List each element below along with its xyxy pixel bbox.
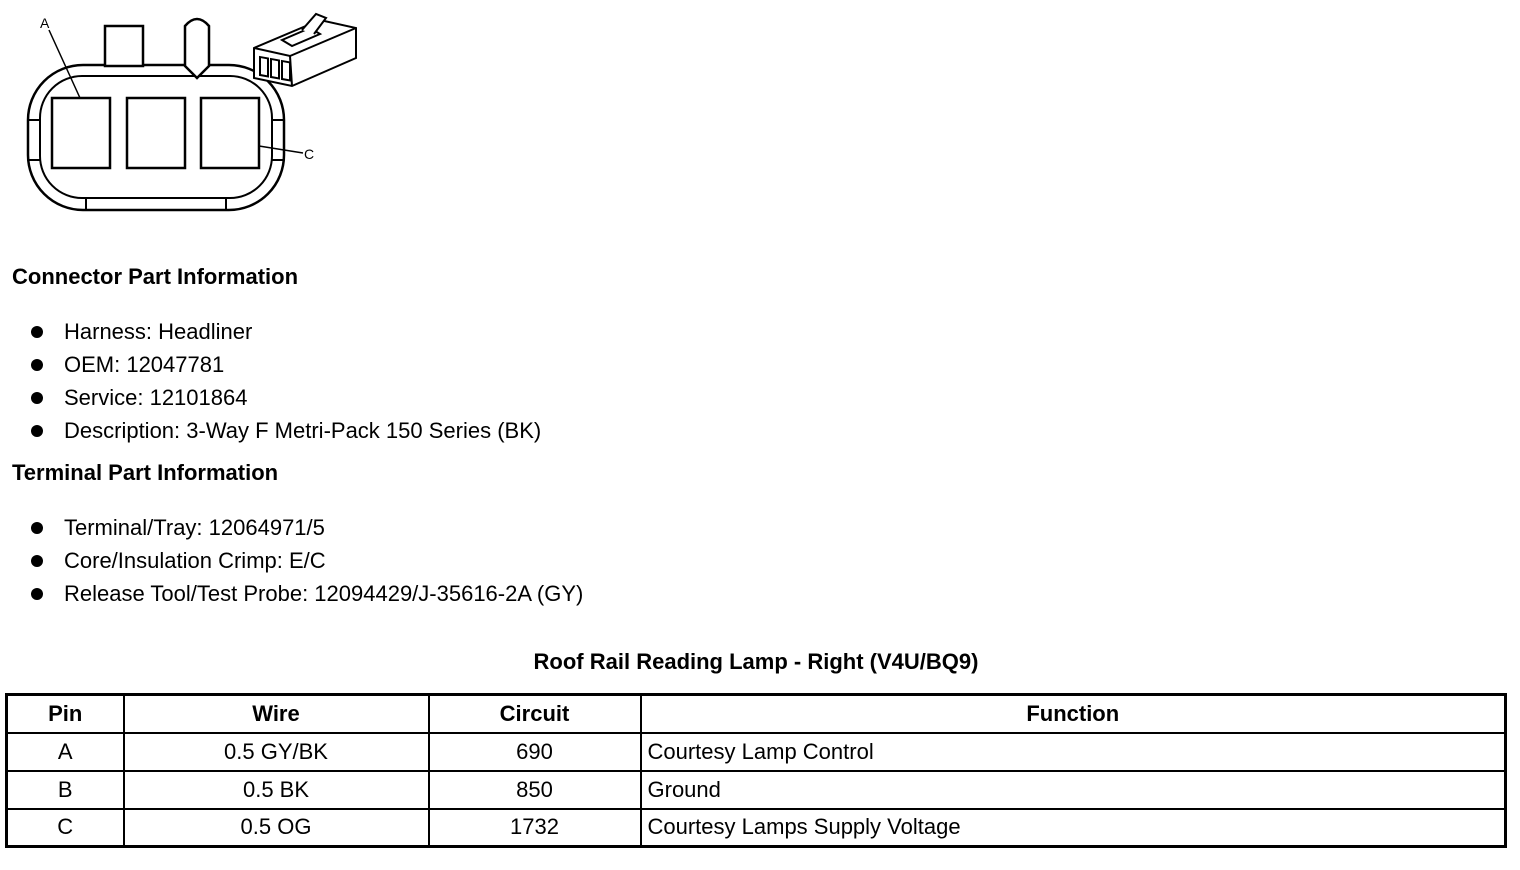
cell-circuit: 850 [429,771,641,809]
table-row [7,771,1506,809]
bullet-icon [31,522,43,534]
cell-pin: A [7,733,124,771]
cell-circuit: 1732 [429,809,641,847]
bullet-icon [31,588,43,600]
bullet-icon [31,555,43,567]
header-circuit: Circuit [429,695,641,733]
connector-diagram [20,10,370,220]
cell-wire: 0.5 GY/BK [124,733,429,771]
list-item: Terminal/Tray: 12064971/5 [28,511,583,544]
bullet-icon [31,392,43,404]
cell-wire: 0.5 BK [124,771,429,809]
label-a: A [40,15,50,31]
list-item: OEM: 12047781 [28,348,541,381]
cell-wire: 0.5 OG [124,809,429,847]
cell-pin: C [7,809,124,847]
table-header-row [7,695,1506,733]
connector-isometric-icon [254,14,356,86]
pinout-table [5,693,1507,848]
list-item: Description: 3-Way F Metri-Pack 150 Series (BK) [28,414,541,447]
header-wire: Wire [124,695,429,733]
header-function: Function [641,695,1506,733]
terminal-info-heading: Terminal Part Information [12,460,279,485]
bullet-icon [31,359,43,371]
cell-circuit: 690 [429,733,641,771]
cell-function: Ground [641,771,1506,809]
list-item: Core/Insulation Crimp: E/C [28,544,583,577]
header-pin: Pin [7,695,124,733]
bullet-icon [31,326,43,338]
cavity-b [127,98,185,168]
table-title: Roof Rail Reading Lamp - Right (V4U/BQ9) [533,649,979,674]
list-item: Harness: Headliner [28,315,541,348]
cell-function: Courtesy Lamp Control [641,733,1506,771]
list-item: Service: 12101864 [28,381,541,414]
cell-pin: B [7,771,124,809]
table-row [7,809,1506,847]
terminal-info-list [28,511,583,610]
list-item: Release Tool/Test Probe: 12094429/J-35616-2A (GY) [28,577,583,610]
cell-function: Courtesy Lamps Supply Voltage [641,809,1506,847]
connector-info-list [28,315,541,447]
connector-info-heading: Connector Part Information [12,264,299,289]
cavity-c [201,98,259,168]
bullet-icon [31,425,43,437]
label-c: C [304,146,315,162]
table-row [7,733,1506,771]
cavity-a [52,98,110,168]
